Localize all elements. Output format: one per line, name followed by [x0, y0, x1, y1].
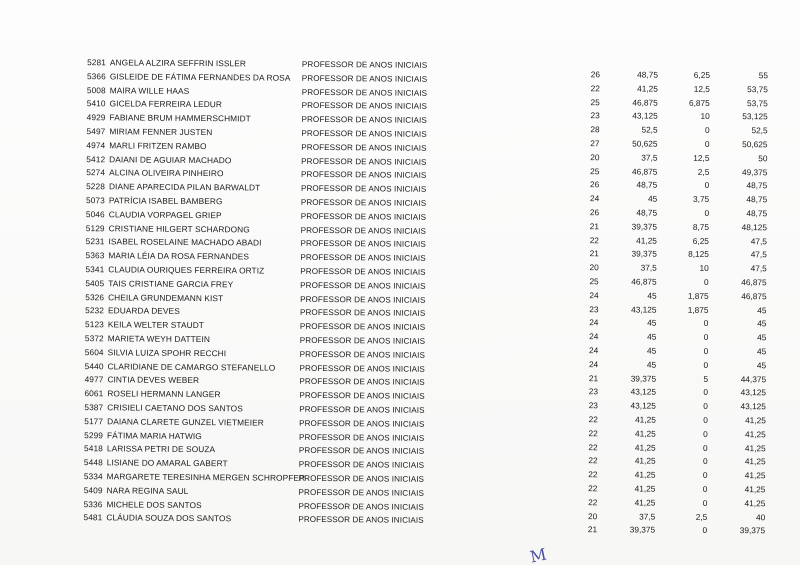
title-points-value: 10 — [700, 111, 710, 122]
score-value: 41,25 — [634, 469, 656, 480]
hits-value: 26 — [589, 207, 600, 218]
score-row — [558, 454, 778, 469]
candidate-id: 5326 — [85, 291, 105, 302]
candidate-role: PROFESSOR DE ANOS INICIAIS — [299, 418, 425, 429]
candidate-id: 5281 — [87, 57, 106, 68]
score-value: 37,5 — [641, 152, 658, 163]
score-row — [558, 441, 778, 456]
handwritten-mark: M — [528, 544, 549, 567]
total-value: 55 — [758, 70, 768, 81]
candidate-role: PROFESSOR DE ANOS INICIAIS — [299, 390, 425, 401]
candidate-id: 5448 — [83, 457, 103, 468]
hits-value: 23 — [589, 303, 599, 314]
hits-value: 22 — [588, 414, 598, 425]
candidate-name: KEILA WELTER STAUDT — [107, 319, 205, 331]
candidate-id: 5177 — [84, 415, 104, 426]
candidate-role: PROFESSOR DE ANOS INICIAIS — [300, 280, 426, 291]
total-value: 48,75 — [746, 180, 768, 191]
score-row — [558, 316, 778, 331]
candidate-role: PROFESSOR DE ANOS INICIAIS — [298, 446, 425, 457]
total-value: 45 — [757, 318, 767, 329]
candidate-name: ISABEL ROSELAINE MACHADO ABADI — [108, 236, 262, 248]
total-value: 39,375 — [739, 525, 766, 536]
score-row — [559, 178, 779, 193]
title-points-value: 0 — [702, 469, 708, 481]
candidate-name: PATRÍCIA ISABEL BAMBERG — [108, 195, 223, 207]
candidate-name: CLAUDIA VORPAGEL GRIEP — [108, 209, 222, 220]
candidate-id: 5363 — [85, 250, 105, 261]
title-points-value: 0 — [704, 207, 710, 218]
hits-value: 22 — [588, 427, 598, 438]
title-points-value: 0 — [703, 442, 708, 453]
candidate-id: 6061 — [84, 388, 104, 399]
total-value: 41,25 — [744, 442, 766, 453]
candidate-role: PROFESSOR DE ANOS INICIAIS — [301, 170, 427, 181]
candidate-role: PROFESSOR DE ANOS INICIAIS — [300, 266, 426, 277]
score-row — [559, 151, 779, 166]
candidate-name: FABIANE BRUM HAMMERSCHMIDT — [109, 112, 251, 124]
hits-value: 22 — [588, 441, 598, 452]
candidate-id: 5409 — [83, 484, 103, 495]
candidate-id: 5336 — [83, 498, 103, 509]
title-points-value: 0 — [703, 359, 709, 370]
candidate-id: 5418 — [84, 443, 103, 454]
candidate-name: MARLI FRITZEN RAMBO — [109, 140, 207, 151]
score-value: 48,75 — [636, 179, 658, 190]
title-points-value: 12,5 — [693, 83, 710, 94]
title-points-value: 10 — [699, 263, 709, 274]
score-value: 43,125 — [632, 110, 658, 121]
score-row — [558, 413, 778, 428]
score-value: 39,375 — [631, 248, 657, 259]
candidate-role: PROFESSOR DE ANOS INICIAIS — [299, 363, 425, 374]
candidate-name: MARGARETE TERESINHA MERGEN SCHROPFER — [106, 471, 306, 483]
candidate-role: PROFESSOR DE ANOS INICIAIS — [299, 404, 425, 415]
candidate-name: FÁTIMA MARIA HATWIG — [106, 429, 202, 441]
total-value: 40 — [755, 511, 766, 522]
score-row — [557, 468, 777, 483]
title-points-value: 0 — [704, 125, 710, 136]
total-value: 47,5 — [750, 249, 767, 260]
candidate-name: ANGELA ALZIRA SEFFRIN ISSLER — [109, 57, 247, 69]
hits-value: 23 — [590, 110, 600, 121]
candidate-name: CRISIELI CAETANO DOS SANTOS — [107, 402, 243, 414]
candidate-name: CINTIA DEVES WEBER — [107, 374, 200, 386]
total-value: 45 — [757, 332, 767, 343]
title-points-value: 12,5 — [693, 152, 710, 163]
candidate-id: 5410 — [86, 98, 106, 109]
hits-value: 22 — [588, 455, 598, 466]
score-row — [558, 399, 778, 414]
score-value: 43,125 — [630, 400, 656, 411]
total-value: 48,75 — [746, 194, 768, 205]
hits-value: 26 — [590, 179, 600, 190]
candidate-role: PROFESSOR DE ANOS INICIAIS — [298, 473, 425, 484]
total-value: 53,125 — [742, 111, 768, 122]
title-points-value: 1,875 — [687, 290, 709, 301]
candidate-name: DIANE APARECIDA PILAN BARWALDT — [108, 181, 261, 193]
candidate-id: 5497 — [86, 126, 106, 137]
score-value: 46,875 — [632, 97, 658, 108]
score-value: 43,125 — [630, 386, 657, 397]
title-points-value: 8,75 — [692, 221, 710, 232]
total-value: 45 — [757, 346, 767, 357]
candidate-role: PROFESSOR DE ANOS INICIAIS — [300, 252, 426, 263]
candidate-name: MICHELE DOS SANTOS — [106, 498, 202, 510]
candidate-name: CLÁUDIA SOUZA DOS SANTOS — [106, 512, 232, 524]
title-points-value: 0 — [704, 180, 710, 191]
score-value: 45 — [647, 317, 657, 328]
candidate-id: 5481 — [83, 512, 103, 523]
score-value: 41,25 — [634, 455, 656, 466]
title-points-value: 0 — [703, 414, 708, 425]
candidate-role: PROFESSOR DE ANOS INICIAIS — [301, 142, 427, 153]
score-row — [558, 330, 778, 345]
score-value: 39,375 — [629, 524, 656, 535]
candidate-id: 5228 — [86, 181, 106, 192]
candidate-list — [66, 56, 630, 529]
total-value: 46,875 — [741, 277, 767, 288]
candidate-id: 5334 — [83, 471, 103, 482]
score-value: 37,5 — [640, 262, 657, 273]
candidate-id: 5008 — [86, 84, 106, 95]
candidate-name: MIRIAM FENNER JUSTEN — [109, 126, 213, 138]
candidate-role: PROFESSOR DE ANOS INICIAIS — [300, 294, 426, 305]
hits-value: 24 — [589, 345, 599, 356]
title-points-value: 0 — [703, 318, 709, 329]
score-row — [559, 289, 779, 304]
score-row — [560, 82, 780, 97]
total-value: 41,25 — [744, 484, 766, 495]
candidate-name: GISLEIDE DE FÁTIMA FERNANDES DA ROSA — [109, 71, 291, 83]
score-row — [557, 509, 777, 524]
candidate-id: 5274 — [86, 167, 106, 178]
candidate-name: CHEILA GRUNDEMANN KIST — [108, 291, 224, 303]
score-row — [557, 523, 777, 538]
title-points-value: 2,5 — [697, 166, 710, 177]
candidate-id: 5366 — [86, 70, 106, 82]
candidate-role: PROFESSOR DE ANOS INICIAIS — [300, 225, 427, 236]
candidate-role: PROFESSOR DE ANOS INICIAIS — [299, 377, 425, 388]
candidate-name: NARA REGINA SAUL — [106, 485, 189, 496]
candidate-id: 5387 — [84, 402, 104, 413]
total-value: 52,5 — [751, 125, 768, 136]
title-points-value: 0 — [703, 428, 708, 439]
title-points-value: 0 — [702, 497, 708, 508]
total-value: 47,5 — [750, 235, 767, 246]
total-value: 41,25 — [745, 415, 766, 426]
candidate-role: PROFESSOR DE ANOS INICIAIS — [298, 501, 424, 512]
candidate-id: 5604 — [84, 346, 104, 358]
hits-value: 24 — [589, 193, 600, 204]
title-points-value: 6,25 — [692, 235, 709, 246]
candidate-role: PROFESSOR DE ANOS INICIAIS — [298, 487, 425, 498]
total-value: 48,75 — [746, 208, 768, 219]
score-value: 45 — [647, 345, 657, 356]
title-points-value: 8,125 — [688, 249, 709, 260]
score-value: 41,25 — [634, 441, 656, 453]
score-row — [558, 385, 778, 400]
candidate-id: 5129 — [85, 222, 105, 233]
total-value: 53,75 — [746, 97, 768, 108]
candidate-role: PROFESSOR DE ANOS INICIAIS — [299, 349, 426, 360]
score-value: 45 — [646, 359, 657, 370]
title-points-value: 0 — [703, 332, 709, 343]
score-row — [560, 109, 780, 124]
hits-value: 24 — [588, 358, 599, 369]
score-value: 46,875 — [631, 166, 658, 177]
candidate-id: 5232 — [85, 305, 105, 316]
candidate-id: 5046 — [85, 208, 105, 220]
candidate-role: PROFESSOR DE ANOS INICIAIS — [298, 459, 425, 470]
hits-value: 24 — [589, 317, 599, 328]
candidate-name: DAIANI DE AGUIAR MACHADO — [109, 153, 232, 165]
candidate-id: 4977 — [84, 374, 104, 385]
score-row — [559, 247, 779, 262]
score-row — [560, 123, 780, 138]
candidate-id: 5073 — [85, 195, 105, 206]
candidate-name: TAIS CRISTIANE GARCIA FREY — [108, 278, 234, 290]
candidate-name: MARIETA WEYH DATTEIN — [107, 333, 211, 345]
score-row — [559, 261, 779, 276]
score-value: 48,75 — [637, 69, 658, 80]
candidate-name: MAIRA WILLE HAAS — [109, 84, 190, 96]
score-value: 41,25 — [636, 235, 657, 246]
hits-value: 20 — [590, 151, 600, 163]
total-value: 41,25 — [744, 470, 766, 481]
title-points-value: 6,25 — [693, 69, 710, 80]
title-points-value: 0 — [704, 276, 709, 287]
hits-value: 25 — [590, 165, 600, 176]
title-points-value: 0 — [702, 525, 708, 536]
score-value: 48,75 — [636, 207, 658, 218]
hits-value: 24 — [589, 331, 599, 342]
candidate-name: DAIANA CLARETE GUNZEL VIETMEIER — [107, 416, 264, 428]
total-value: 45 — [757, 304, 767, 315]
score-row — [558, 344, 778, 359]
score-value: 41,25 — [637, 83, 658, 94]
total-value: 43,125 — [740, 387, 767, 398]
candidate-role: PROFESSOR DE ANOS INICIAIS — [301, 101, 428, 112]
candidate-name: CLARIDIANE DE CAMARGO STEFANELLO — [107, 360, 276, 373]
title-points-value: 0 — [702, 483, 708, 494]
hits-value: 25 — [590, 96, 600, 107]
score-row — [557, 482, 777, 497]
title-points-value: 5 — [703, 373, 709, 384]
candidate-role: PROFESSOR DE ANOS INICIAIS — [299, 335, 426, 346]
candidate-name: ROSELI HERMANN LANGER — [107, 388, 221, 400]
score-row — [559, 206, 779, 221]
title-points-value: 0 — [703, 345, 709, 356]
hits-value: 20 — [589, 262, 599, 273]
hits-value: 21 — [588, 372, 599, 383]
candidate-id: 4929 — [86, 112, 106, 123]
score-value: 37,5 — [639, 510, 656, 522]
title-points-value: 0 — [703, 387, 709, 398]
candidate-id: 5440 — [84, 360, 104, 371]
total-value: 45 — [756, 359, 767, 370]
candidate-role: PROFESSOR DE ANOS INICIAIS — [298, 515, 424, 526]
hits-value: 27 — [590, 138, 600, 149]
score-row — [557, 496, 777, 511]
total-value: 50 — [758, 152, 768, 164]
candidate-id: 5372 — [84, 333, 104, 344]
hits-value: 24 — [589, 289, 599, 300]
candidate-role: PROFESSOR DE ANOS INICIAIS — [300, 183, 427, 194]
score-value: 39,375 — [630, 372, 657, 384]
candidate-id: 5123 — [84, 319, 104, 330]
score-row — [559, 220, 779, 235]
candidate-id: 5405 — [85, 277, 105, 289]
candidate-role: PROFESSOR DE ANOS INICIAIS — [300, 211, 427, 222]
candidate-name: LARISSA PETRI DE SOUZA — [106, 443, 216, 455]
hits-value: 22 — [588, 496, 598, 507]
hits-value: 26 — [590, 69, 600, 80]
score-value: 39,375 — [631, 221, 658, 232]
title-points-value: 1,875 — [687, 304, 709, 315]
score-list — [557, 68, 780, 538]
score-row — [558, 358, 778, 373]
title-points-value: 0 — [704, 138, 710, 149]
candidate-role: PROFESSOR DE ANOS INICIAIS — [301, 87, 428, 98]
hits-value: 22 — [588, 483, 598, 494]
total-value: 48,125 — [741, 221, 768, 233]
hits-value: 25 — [589, 276, 599, 287]
score-row — [559, 192, 779, 207]
candidate-name: EDUARDA DEVES — [107, 305, 180, 317]
score-row — [559, 234, 779, 249]
total-value: 41,25 — [744, 456, 766, 467]
candidate-name: LISIANE DO AMARAL GABERT — [106, 457, 228, 469]
total-value: 41,25 — [744, 428, 766, 439]
candidate-role: PROFESSOR DE ANOS INICIAIS — [301, 115, 427, 125]
candidate-name: GICELDA FERREIRA LEDUR — [109, 98, 223, 110]
candidate-id: 5341 — [85, 264, 105, 275]
hits-value: 22 — [589, 234, 599, 245]
score-row — [558, 372, 778, 387]
candidate-id: 5231 — [85, 236, 105, 247]
score-value: 52,5 — [641, 124, 658, 135]
candidate-role: PROFESSOR DE ANOS INICIAIS — [301, 128, 427, 139]
hits-value: 21 — [589, 248, 599, 259]
score-value: 46,875 — [631, 276, 657, 287]
candidate-name: MARIA LÉIA DA ROSA FERNANDES — [108, 250, 250, 262]
hits-value: 21 — [589, 220, 600, 232]
total-value: 44,375 — [740, 373, 767, 384]
candidate-id: 5412 — [86, 153, 106, 164]
score-value: 41,25 — [634, 483, 656, 494]
candidate-role: PROFESSOR DE ANOS INICIAIS — [301, 59, 428, 70]
score-value: 45 — [647, 290, 657, 301]
candidate-role: PROFESSOR DE ANOS INICIAIS — [301, 73, 428, 84]
score-row — [559, 137, 779, 152]
score-value: 50,625 — [632, 138, 658, 149]
candidate-role: PROFESSOR DE ANOS INICIAIS — [298, 432, 425, 443]
hits-value: 23 — [588, 400, 598, 411]
hits-value: 20 — [588, 510, 598, 521]
candidate-role: PROFESSOR DE ANOS INICIAIS — [299, 308, 426, 319]
score-row — [558, 427, 778, 442]
total-value: 53,75 — [747, 83, 768, 95]
total-value: 47,5 — [750, 263, 767, 274]
score-value: 41,25 — [635, 414, 656, 425]
total-value: 50,625 — [742, 139, 768, 150]
score-value: 41,25 — [634, 497, 656, 508]
hits-value: 22 — [588, 469, 598, 480]
total-value: 43,125 — [740, 401, 766, 412]
score-row — [559, 275, 779, 290]
candidate-name: CRISTIANE HILGERT SCHARDONG — [108, 222, 250, 234]
score-value: 45 — [647, 331, 657, 342]
score-row — [559, 165, 779, 180]
candidate-role: PROFESSOR DE ANOS INICIAIS — [301, 156, 427, 167]
hits-value: 28 — [590, 124, 600, 135]
candidate-id: 4974 — [86, 139, 106, 151]
candidate-name: ALCINA OLIVEIRA PINHEIRO — [109, 167, 224, 179]
candidate-id: 5299 — [84, 429, 104, 440]
title-points-value: 6,875 — [688, 97, 710, 108]
title-points-value: 0 — [703, 401, 708, 412]
candidate-name: SILVIA LUIZA SPOHR RECCHI — [107, 347, 227, 358]
score-value: 43,125 — [631, 303, 657, 315]
total-value: 46,875 — [741, 290, 767, 302]
score-row — [560, 68, 780, 83]
candidate-role: PROFESSOR DE ANOS INICIAIS — [299, 321, 426, 332]
title-points-value: 2,5 — [695, 511, 708, 522]
hits-value: 21 — [587, 524, 598, 535]
score-value: 41,25 — [634, 428, 656, 439]
title-points-value: 3,75 — [693, 193, 710, 205]
candidate-name: CLAUDIA OURIQUES FERREIRA ORTIZ — [108, 264, 265, 276]
title-points-value: 0 — [702, 456, 708, 467]
total-value: 41,25 — [744, 497, 766, 508]
hits-value: 22 — [590, 82, 600, 94]
hits-value: 23 — [588, 386, 599, 397]
score-value: 45 — [647, 193, 658, 204]
score-row — [558, 303, 778, 318]
candidate-role: PROFESSOR DE ANOS INICIAIS — [300, 239, 426, 250]
candidate-role: PROFESSOR DE ANOS INICIAIS — [300, 197, 427, 208]
total-value: 49,375 — [741, 166, 768, 177]
score-row — [560, 96, 780, 111]
